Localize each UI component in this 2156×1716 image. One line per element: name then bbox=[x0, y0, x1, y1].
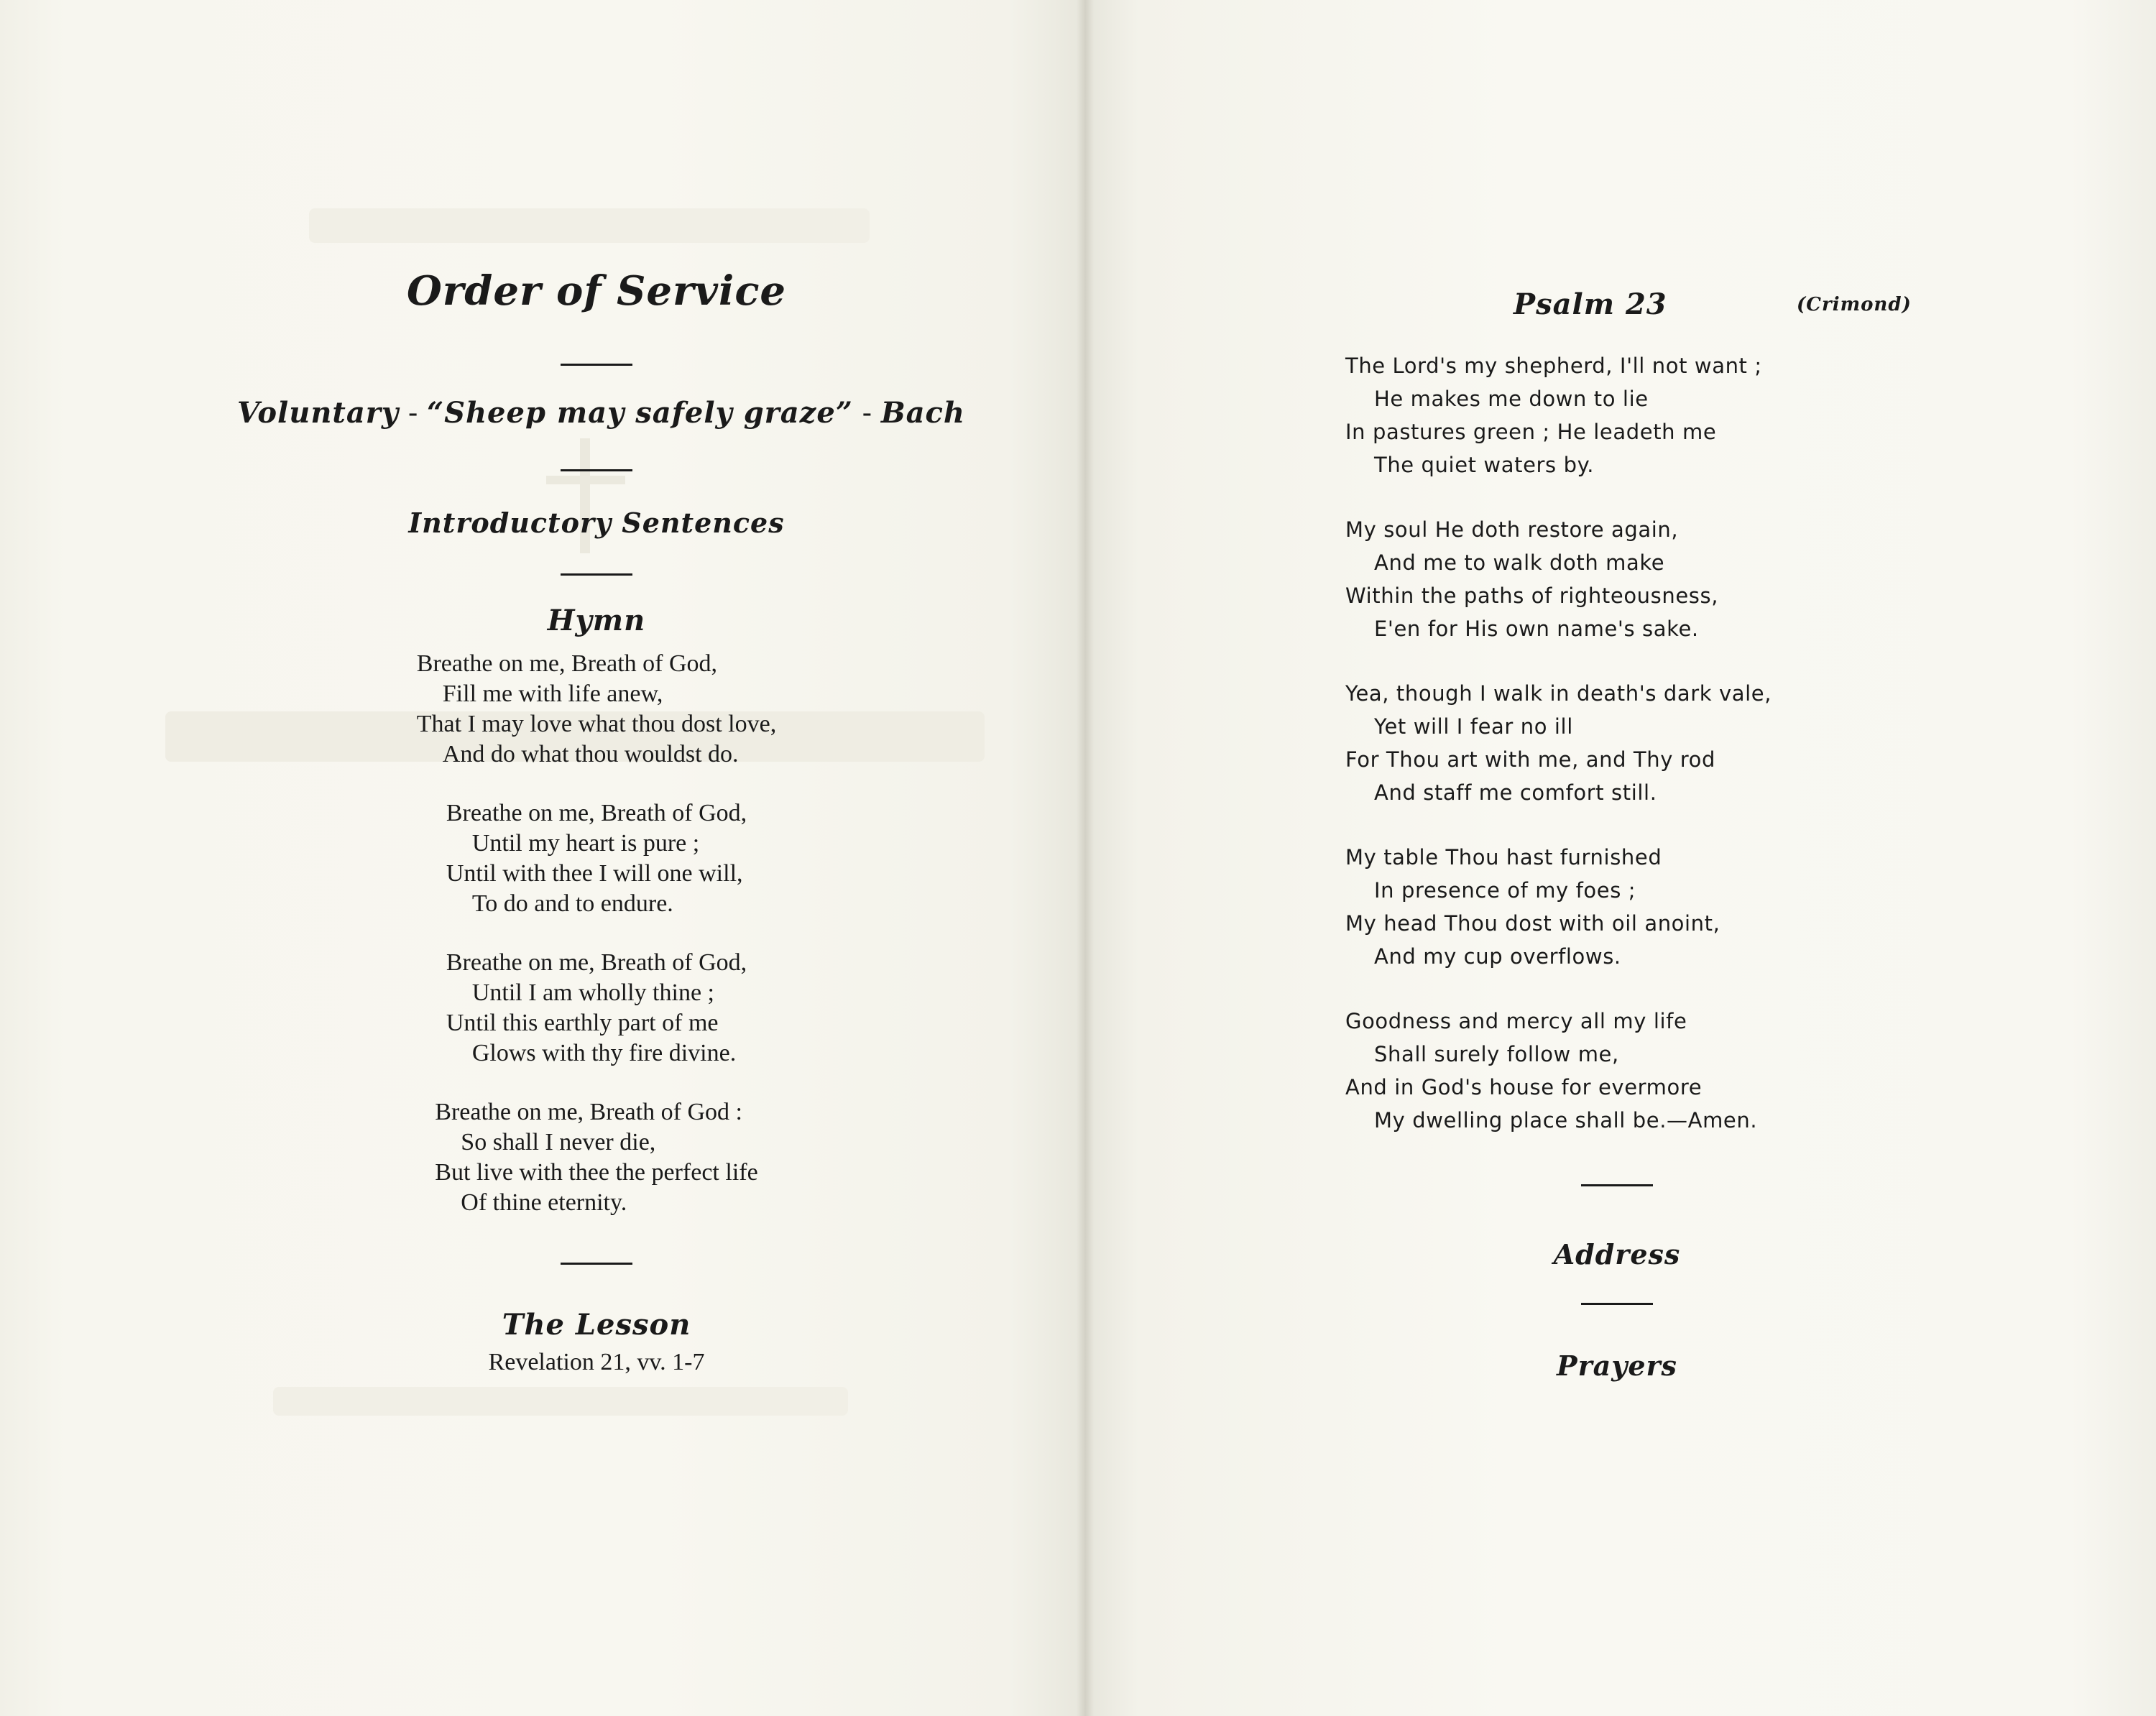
psalm-line: In pastures green ; He leadeth me bbox=[1345, 420, 1717, 444]
psalm-stanza-5 bbox=[1345, 1005, 1920, 1137]
prayers-heading: Prayers bbox=[1557, 1350, 1677, 1382]
hymn-stanza-2 bbox=[446, 798, 747, 919]
hymn-line: Breathe on me, Breath of God : bbox=[435, 1099, 743, 1125]
show-through-bar-2 bbox=[309, 208, 870, 243]
divider bbox=[1581, 1303, 1653, 1305]
divider bbox=[561, 1263, 632, 1265]
psalm-line: He makes me down to lie bbox=[1374, 387, 1649, 411]
hymn-line: That I may love what thou dost love, bbox=[416, 711, 777, 737]
hymn-line: Until my heart is pure ; bbox=[471, 830, 700, 857]
psalm-line: My soul He doth restore again, bbox=[1345, 517, 1679, 542]
psalm-line: And in God's house for evermore bbox=[1345, 1075, 1703, 1099]
page-title: Order of Service bbox=[406, 267, 787, 315]
psalm-line: Within the paths of righteousness, bbox=[1345, 583, 1719, 608]
hymn-line: Until this earthly part of me bbox=[446, 1010, 719, 1036]
hymn-stanza-4 bbox=[435, 1097, 757, 1218]
psalm-stanza-4 bbox=[1345, 841, 1920, 973]
psalm-line: The Lord's my shepherd, I'll not want ; bbox=[1345, 354, 1762, 378]
psalm-line: And my cup overflows. bbox=[1374, 944, 1621, 969]
hymn-line: Of thine eternity. bbox=[461, 1189, 627, 1216]
hymn-line: But live with thee the perfect life bbox=[435, 1159, 758, 1186]
lesson-reference: Revelation 21, vv. 1-7 bbox=[488, 1349, 705, 1375]
psalm-line: And staff me comfort still. bbox=[1374, 780, 1657, 805]
voluntary-line bbox=[237, 393, 965, 433]
hymn-line: Until I am wholly thine ; bbox=[471, 979, 714, 1006]
hymn-line: Until with thee I will one will, bbox=[446, 860, 743, 887]
hymn-line: Fill me with life anew, bbox=[442, 681, 663, 707]
hymn-verse bbox=[237, 948, 956, 1069]
psalm-line: And me to walk doth make bbox=[1374, 550, 1665, 575]
left-column bbox=[237, 266, 965, 1378]
hymn-verse bbox=[237, 798, 956, 919]
psalm-line: Goodness and mercy all my life bbox=[1345, 1009, 1687, 1033]
introductory-sentences: Introductory Sentences bbox=[408, 507, 785, 539]
center-fold bbox=[1077, 0, 1094, 1716]
hymn-stanza-3 bbox=[446, 948, 747, 1069]
voluntary-label: Voluntary bbox=[237, 396, 400, 430]
address-heading: Address bbox=[1553, 1238, 1681, 1270]
hymn-line: Breathe on me, Breath of God, bbox=[446, 949, 747, 976]
hymn-verse bbox=[237, 1097, 956, 1218]
hymn-line: Breathe on me, Breath of God, bbox=[446, 800, 747, 826]
hymn-line: To do and to endure. bbox=[471, 890, 673, 917]
dash: - bbox=[862, 397, 881, 430]
psalm-line: My dwelling place shall be.—Amen. bbox=[1374, 1108, 1758, 1133]
hymn-line: Breathe on me, Breath of God, bbox=[416, 650, 718, 677]
psalm-line: Shall surely follow me, bbox=[1374, 1042, 1619, 1066]
psalm-tune: (Crimond) bbox=[1797, 294, 1912, 315]
divider bbox=[561, 469, 632, 471]
psalm-line: The quiet waters by. bbox=[1374, 453, 1595, 477]
hymn-line: And do what thou wouldst do. bbox=[442, 741, 739, 767]
psalm-title: Psalm 23 bbox=[1514, 287, 1667, 321]
hymn-stanza-1 bbox=[417, 649, 776, 770]
voluntary-piece: “Sheep may safely graze” bbox=[427, 396, 853, 430]
psalm-stanza-1 bbox=[1345, 349, 1920, 481]
dash: - bbox=[407, 397, 428, 430]
divider bbox=[561, 573, 632, 576]
divider bbox=[1581, 1184, 1653, 1186]
divider bbox=[561, 364, 632, 366]
psalm-text bbox=[1345, 349, 1920, 1137]
psalm-line: My head Thou dost with oil anoint, bbox=[1345, 911, 1720, 936]
psalm-line: Yet will I fear no ill bbox=[1374, 714, 1573, 739]
psalm-header bbox=[1495, 286, 1926, 329]
psalm-stanza-3 bbox=[1345, 677, 1920, 809]
psalm-stanza-2 bbox=[1345, 513, 1920, 645]
show-through-bar-3 bbox=[273, 1387, 848, 1416]
psalm-line: Yea, though I walk in death's dark vale, bbox=[1345, 681, 1772, 706]
hymn-line: Glows with thy fire divine. bbox=[471, 1040, 737, 1066]
psalm-line: E'en for His own name's sake. bbox=[1374, 617, 1699, 641]
hymn-title: Hymn bbox=[547, 604, 646, 637]
hymn-verse bbox=[237, 649, 956, 770]
voluntary-composer: Bach bbox=[880, 396, 965, 430]
psalm-line: My table Thou hast furnished bbox=[1345, 845, 1662, 869]
right-closing bbox=[1437, 1184, 1797, 1384]
psalm-line: For Thou art with me, and Thy rod bbox=[1345, 747, 1716, 772]
psalm-line: In presence of my foes ; bbox=[1374, 878, 1636, 903]
lesson-title: The Lesson bbox=[502, 1308, 691, 1342]
hymn-line: So shall I never die, bbox=[461, 1129, 656, 1155]
